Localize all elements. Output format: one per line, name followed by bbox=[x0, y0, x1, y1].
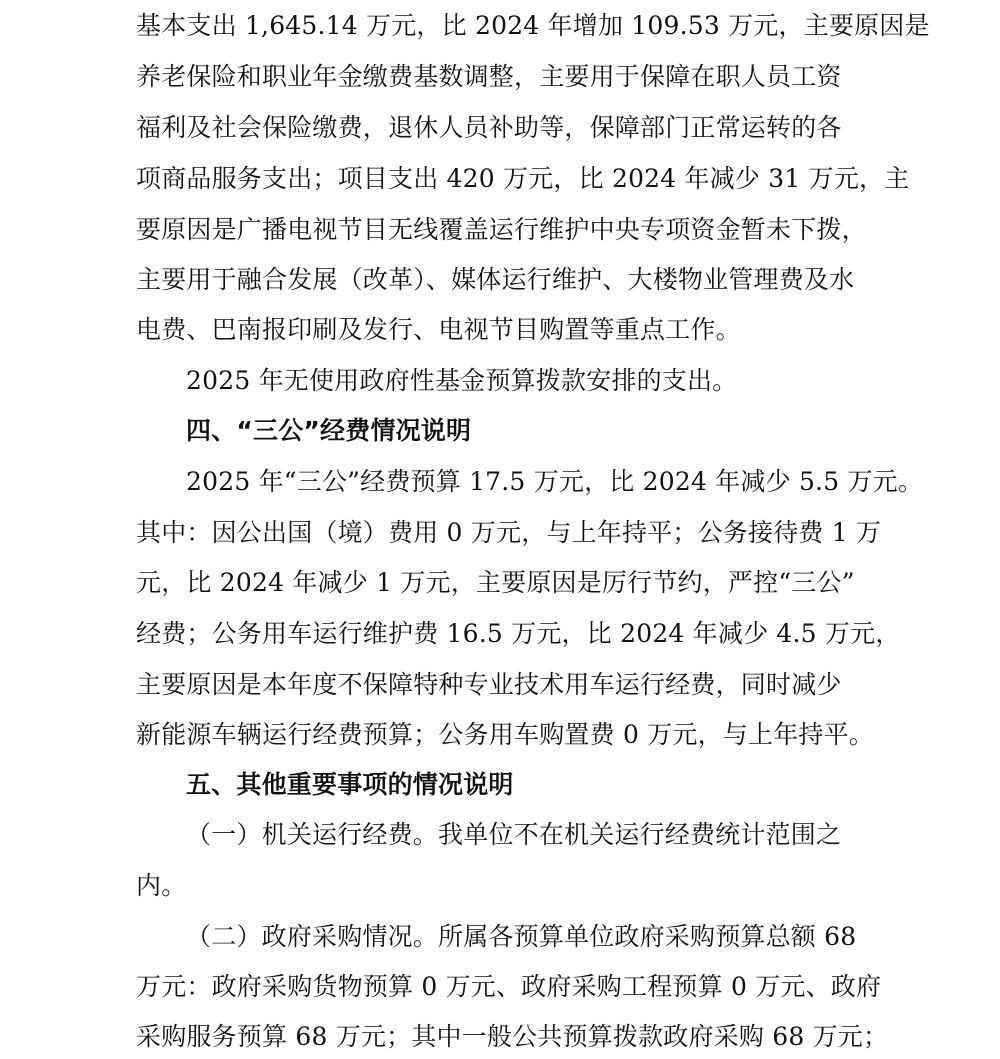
paragraph-line-2: 养老保险和职业年金缴费基数调整，主要用于保障在职人员工资 bbox=[136, 62, 842, 91]
paragraph-line-21: 采购服务预算 68 万元；其中一般公共预算拨款政府采购 68 万元； bbox=[136, 1022, 889, 1051]
paragraph-line-12: 元，比 2024 年减少 1 万元，主要原因是厉行节约，严控“三公” bbox=[136, 568, 855, 597]
section-heading-5: 五、其他重要事项的情况说明 bbox=[186, 770, 514, 799]
paragraph-line-1: 基本支出 1,645.14 万元，比 2024 年增加 109.53 万元，主要原因是 bbox=[136, 11, 930, 40]
paragraph-line-3: 福利及社会保险缴费，退休人员补助等，保障部门正常运转的各 bbox=[136, 113, 842, 142]
paragraph-line-7: 电费、巴南报印刷及发行、电视节目购置等重点工作。 bbox=[136, 315, 741, 344]
paragraph-line-11: 其中：因公出国（境）费用 0 万元，与上年持平；公务接待费 1 万 bbox=[136, 518, 882, 547]
paragraph-line-13: 经费；公务用车运行维护费 16.5 万元，比 2024 年减少 4.5 万元， bbox=[136, 619, 901, 648]
paragraph-line-20: 万元：政府采购货物预算 0 万元、政府采购工程预算 0 万元、政府 bbox=[136, 972, 882, 1001]
paragraph-line-15: 新能源车辆运行经费预算；公务用车购置费 0 万元，与上年持平。 bbox=[136, 720, 875, 749]
paragraph-line-8: 2025 年无使用政府性基金预算拨款安排的支出。 bbox=[186, 366, 738, 395]
paragraph-line-17: （一）机关运行经费。我单位不在机关运行经费统计范围之 bbox=[186, 820, 842, 849]
paragraph-line-5: 要原因是广播电视节目无线覆盖运行维护中央专项资金暂未下拨， bbox=[136, 215, 867, 244]
section-heading-4: 四、“三公”经费情况说明 bbox=[186, 416, 472, 445]
paragraph-line-4: 项商品服务支出；项目支出 420 万元，比 2024 年减少 31 万元，主 bbox=[136, 164, 910, 193]
paragraph-line-18: 内。 bbox=[136, 871, 187, 900]
paragraph-line-14: 主要原因是本年度不保障特种专业技术用车运行经费，同时减少 bbox=[136, 670, 842, 699]
paragraph-line-10: 2025 年“三公”经费预算 17.5 万元，比 2024 年减少 5.5 万元。 bbox=[186, 467, 924, 496]
paragraph-line-19: （二）政府采购情况。所属各预算单位政府采购预算总额 68 bbox=[186, 922, 857, 951]
paragraph-line-6: 主要用于融合发展（改革）、媒体运行维护、大楼物业管理费及水 bbox=[136, 265, 855, 294]
